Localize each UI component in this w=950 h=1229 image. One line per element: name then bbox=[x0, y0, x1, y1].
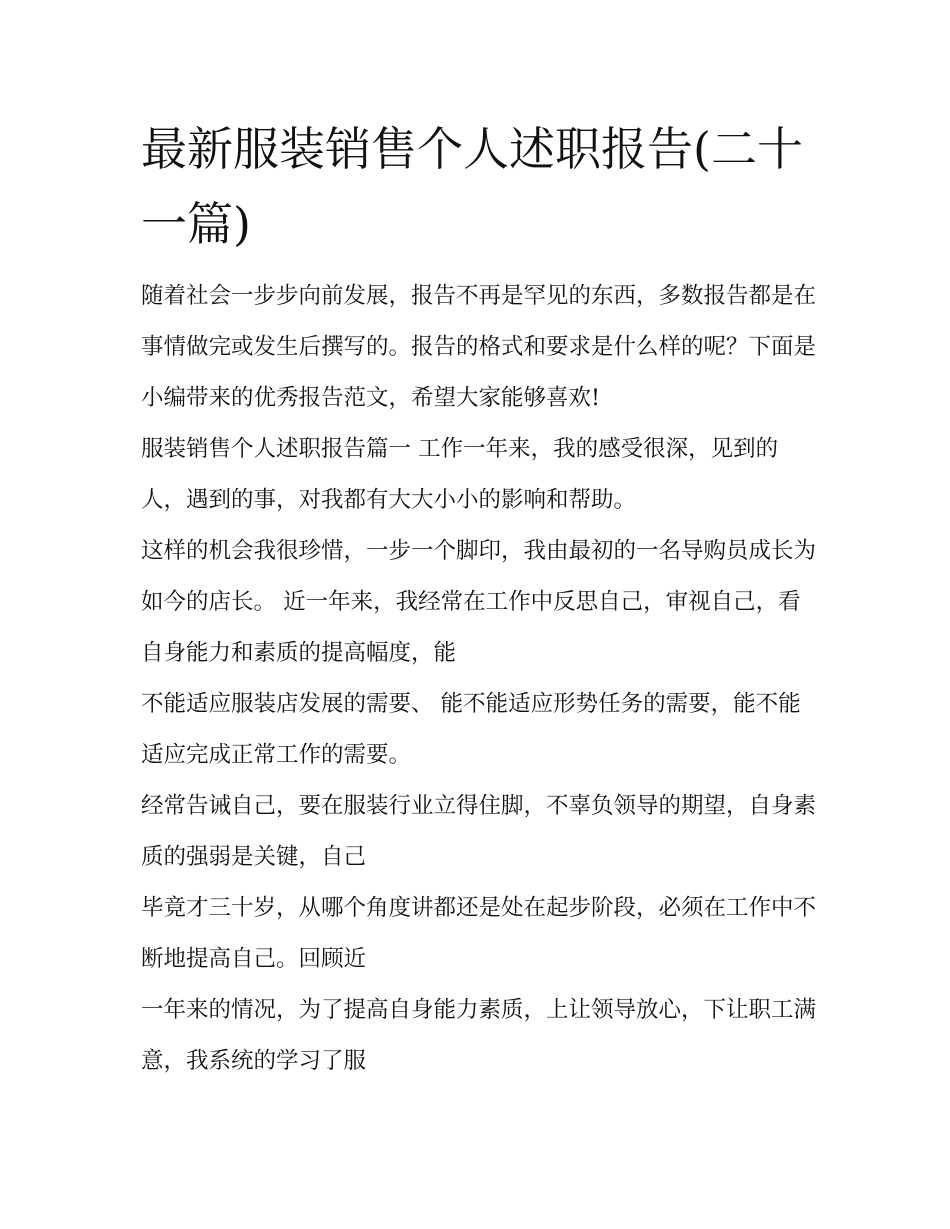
paragraph-age: 毕竟才三十岁，从哪个角度讲都还是处在起步阶段，必须在工作中不断地提高自己。回顾近 bbox=[141, 895, 817, 972]
paragraph-adaptation: 不能适应服装店发展的需要、 能不能适应形势任务的需要，能不能适应完成正常工作的需要。 bbox=[141, 691, 801, 768]
paragraph-self-reminder: 经常告诫自己，要在服装行业立得住脚，不辜负领导的期望，自身素质的强弱是关键，自己 bbox=[141, 793, 817, 870]
paragraph-intro: 随着社会一步步向前发展，报告不再是罕见的东西，多数报告都是在事情做完或发生后撰写的。报告的格式和要求是什么样的呢？下面是小编带来的优秀报告范文，希望大家能够喜欢! bbox=[141, 283, 817, 411]
paragraph-chapter-one-opening: 服装销售个人述职报告篇一 工作一年来，我的感受很深，见到的人，遇到的事，对我都有大大小小的影响和帮助。 bbox=[141, 436, 779, 513]
document-body bbox=[141, 112, 816, 1087]
document-title: 最新服装销售个人述职报告(二十一篇) bbox=[141, 122, 803, 251]
paragraph-growth: 这样的机会我很珍惜，一步一个脚印，我由最初的一名导购员成长为如今的店长。 近一年来，我经常在工作中反思自己，审视自己，看自身能力和素质的提高幅度，能 bbox=[141, 538, 817, 666]
paragraph-review: 一年来的情况，为了提高自身能力素质，上让领导放心，下让职工满意，我系统的学习了服 bbox=[141, 997, 817, 1074]
